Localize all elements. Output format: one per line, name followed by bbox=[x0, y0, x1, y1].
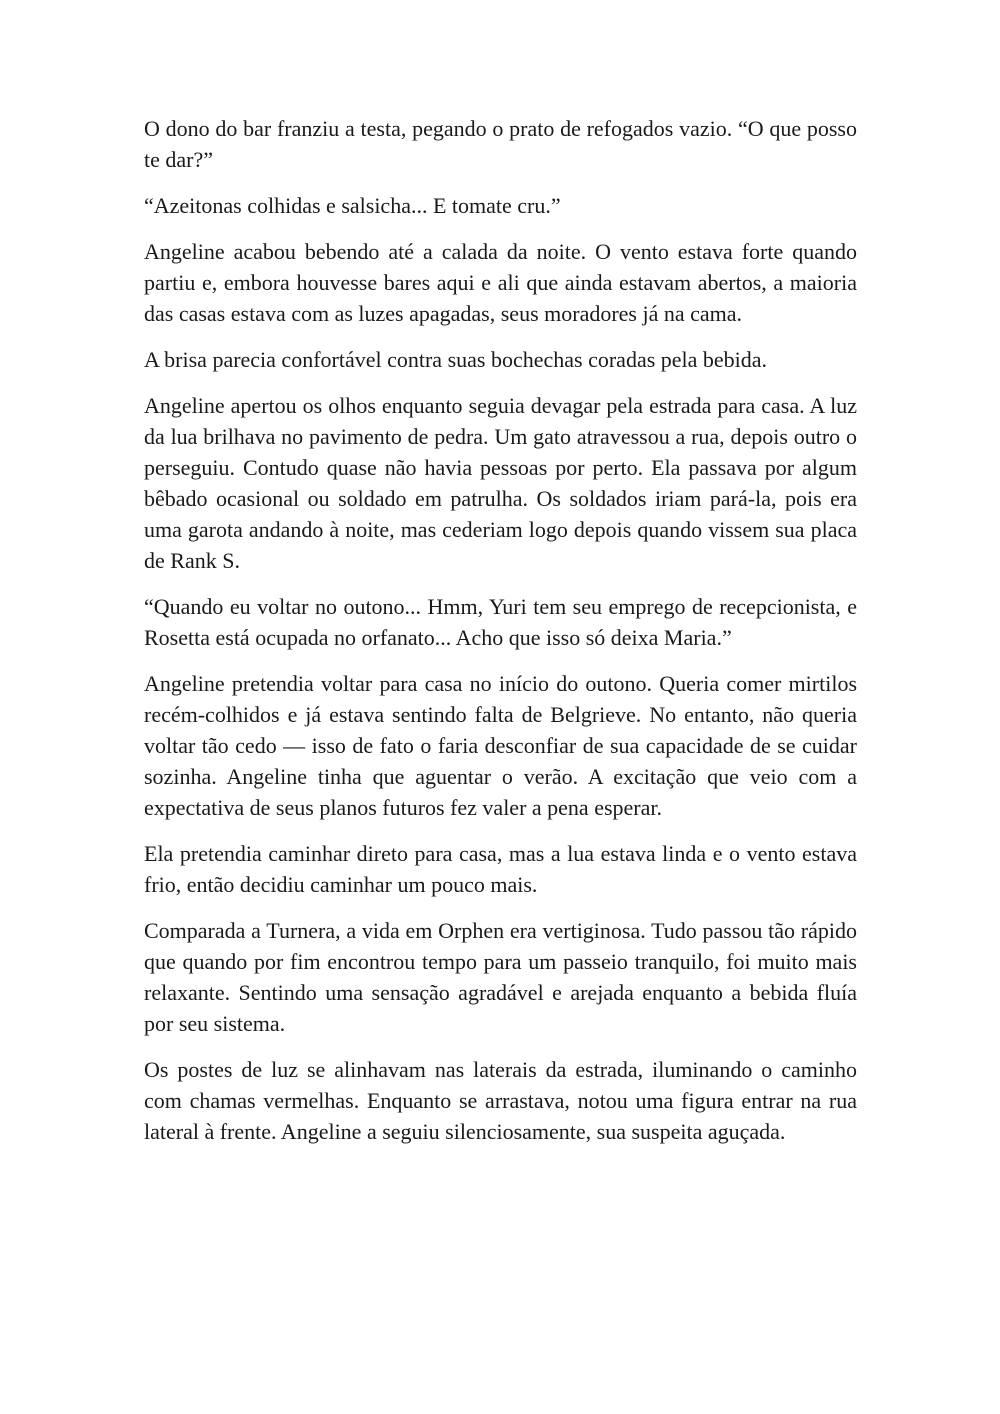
paragraph-6: “Quando eu voltar no outono... Hmm, Yuri tem seu emprego de recepcionista, e Rosetta está ocupada no orfanato... Acho que isso só deixa Maria.” bbox=[144, 594, 857, 650]
paragraph-10: Os postes de luz se alinhavam nas laterais da estrada, iluminando o caminho com chamas vermelhas. Enquanto se arrastava, notou uma figura entrar na rua lateral à frente. Angeline a seguiu silenciosamente, sua suspeita aguçada. bbox=[144, 1057, 857, 1144]
paragraph-7: Angeline pretendia voltar para casa no início do outono. Queria comer mirtilos recém-colhidos e já estava sentindo falta de Belgrieve. No entanto, não queria voltar tão cedo — isso de fato o faria desconfiar de sua capacidade de se cuidar sozinha. Angeline tinha que aguentar o verão. A excitação que veio com a expectativa de seus planos futuros fez valer a pena esperar. bbox=[144, 671, 857, 820]
paragraph-9: Comparada a Turnera, a vida em Orphen era vertiginosa. Tudo passou tão rápido que quando por fim encontrou tempo para um passeio tranquilo, foi muito mais relaxante. Sentindo uma sensação agradável e arejada enquanto a bebida fluía por seu sistema. bbox=[144, 918, 857, 1036]
paragraph-5: Angeline apertou os olhos enquanto seguia devagar pela estrada para casa. A luz da lua brilhava no pavimento de pedra. Um gato atravessou a rua, depois outro o perseguiu. Contudo quase não havia pessoas por perto. Ela passava por algum bêbado ocasional ou soldado em patrulha. Os soldados iriam pará-la, pois era uma garota andando à noite, mas cederiam logo depois quando vissem sua placa de Rank S. bbox=[144, 393, 857, 573]
paragraph-1: O dono do bar franziu a testa, pegando o prato de refogados vazio. “O que posso te dar?” bbox=[144, 116, 857, 172]
paragraph-3: Angeline acabou bebendo até a calada da noite. O vento estava forte quando partiu e, embora houvesse bares aqui e ali que ainda estavam abertos, a maioria das casas estava com as luzes apagadas, seus moradores já na cama. bbox=[144, 239, 857, 326]
paragraph-2: “Azeitonas colhidas e salsicha... E tomate cru.” bbox=[144, 193, 561, 218]
document-page bbox=[144, 113, 857, 1147]
paragraph-4: A brisa parecia confortável contra suas bochechas coradas pela bebida. bbox=[144, 347, 768, 372]
paragraph-8: Ela pretendia caminhar direto para casa, mas a lua estava linda e o vento estava frio, então decidiu caminhar um pouco mais. bbox=[144, 841, 857, 897]
